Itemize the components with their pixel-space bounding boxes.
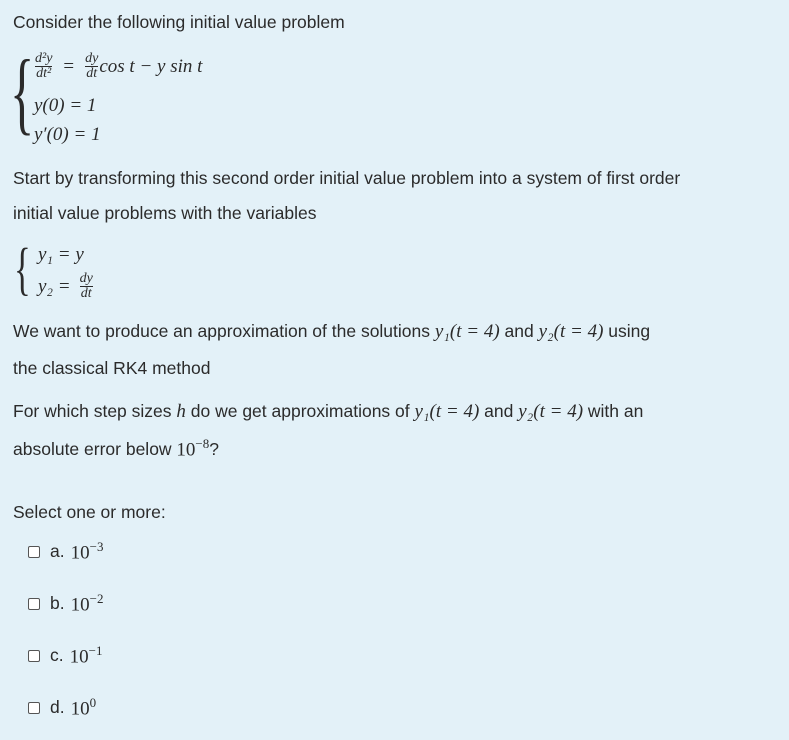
ask-text-line1 <box>13 401 643 423</box>
ode-equation <box>34 52 202 81</box>
checkbox[interactable] <box>28 546 40 558</box>
option-letter: a. <box>50 541 65 562</box>
goal-text-b: and <box>499 321 539 341</box>
system-brace: { <box>14 236 31 301</box>
d2y-dt2-fraction <box>34 52 53 81</box>
option-letter: b. <box>50 593 65 614</box>
ask-text-b: do we get approximations of <box>185 401 415 421</box>
option-b[interactable] <box>28 591 103 616</box>
system-row-1: y₁ = y <box>38 244 84 265</box>
checkbox[interactable] <box>28 650 40 662</box>
system-row-2-lhs: y₂ = <box>38 275 71 297</box>
goal-text-a: We want to produce an approximation of the solutions <box>13 321 435 341</box>
initial-condition-1: y(0) = 1 <box>34 95 97 116</box>
option-d[interactable] <box>28 695 96 720</box>
power-base: 10 <box>70 698 90 720</box>
power-base: 10 <box>69 646 89 668</box>
math-y1-t4: y₁(t = 4) <box>434 321 500 342</box>
transform-text-line1: Start by transforming this second order initial value problem into a system of first order <box>13 168 681 188</box>
option-letter: d. <box>50 697 65 718</box>
option-value <box>71 695 97 720</box>
goal-text-line1 <box>13 321 650 343</box>
math-y2-t4: y₂(t = 4) <box>518 401 584 422</box>
fraction-numerator: dy <box>85 51 99 66</box>
power-exponent: 0 <box>89 695 97 710</box>
math-h: h <box>176 401 186 422</box>
option-letter: c. <box>50 645 64 666</box>
power-exponent: −2 <box>89 591 104 606</box>
system-row-2 <box>38 272 94 301</box>
goal-text-line2: the classical RK4 method <box>13 358 211 378</box>
ask-text-a: For which step sizes <box>13 401 177 421</box>
option-value <box>71 591 104 616</box>
dy-dt-fraction <box>79 272 94 301</box>
initial-condition-2: y′(0) = 1 <box>34 124 101 145</box>
power-exponent: −3 <box>89 539 104 554</box>
question-mark: ? <box>209 439 219 460</box>
fraction-denominator: dt² <box>36 66 52 81</box>
equals-sign: = <box>63 55 75 77</box>
option-a[interactable] <box>28 539 103 564</box>
power-base: 10 <box>176 439 196 461</box>
option-value <box>70 643 103 668</box>
option-c[interactable] <box>28 643 102 668</box>
fraction-denominator: dt <box>80 286 92 301</box>
option-value <box>71 539 104 564</box>
dy-dt-fraction <box>84 52 99 81</box>
power-base: 10 <box>70 594 90 616</box>
left-brace: { <box>10 41 35 143</box>
power-base: 10 <box>70 542 90 564</box>
ask-text-d: with an <box>583 401 644 421</box>
transform-text-line2: initial value problems with the variables <box>13 203 317 223</box>
ask-text-line2 <box>13 436 219 461</box>
checkbox[interactable] <box>28 598 40 610</box>
fraction-numerator: dy <box>79 271 93 286</box>
math-y2-t4: y₂(t = 4) <box>538 321 604 342</box>
ode-rhs: cos t − y sin t <box>99 55 203 77</box>
fraction-numerator: d²y <box>35 51 53 66</box>
ask-text-line2-a: absolute error below <box>13 439 177 460</box>
power-exponent: −1 <box>88 643 103 658</box>
goal-text-c: using <box>603 321 651 341</box>
math-ten-power <box>176 436 209 461</box>
math-y1-t4: y₁(t = 4) <box>414 401 480 422</box>
fraction-denominator: dt <box>86 66 98 81</box>
power-exponent: −8 <box>195 436 210 451</box>
select-label: Select one or more: <box>13 502 166 522</box>
checkbox[interactable] <box>28 702 40 714</box>
ask-text-c: and <box>479 401 519 421</box>
intro-text: Consider the following initial value problem <box>13 12 345 32</box>
